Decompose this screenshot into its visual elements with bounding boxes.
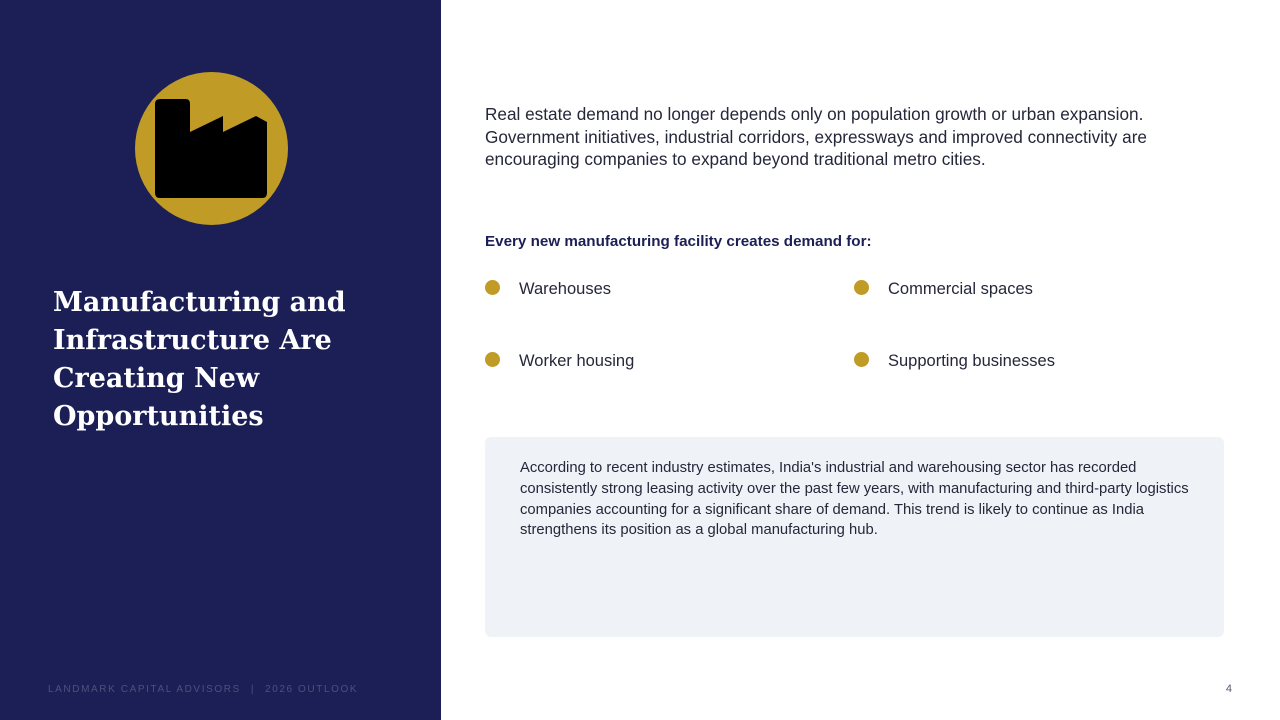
bullet-supporting-businesses — [854, 352, 1055, 371]
bullet-dot-icon — [485, 280, 500, 295]
factory-icon-badge — [135, 72, 288, 225]
bullet-label: Commercial spaces — [888, 280, 1033, 298]
bullet-dot-icon — [854, 280, 869, 295]
bullet-label: Worker housing — [519, 352, 635, 370]
bullet-dot-icon — [854, 352, 869, 367]
intro-paragraph: Real estate demand no longer depends only on population growth or urban expansion. Government initiatives, industrial corridors, expressways and improved connectivity are encouraging companies to expand beyond traditional metro cities. — [485, 104, 1147, 169]
factory-icon — [135, 72, 288, 225]
bullet-label: Warehouses — [519, 280, 612, 298]
bullet-label: Supporting businesses — [888, 352, 1055, 370]
footer-edition: 2026 OUTLOOK — [265, 684, 359, 695]
bullet-warehouses — [485, 280, 611, 299]
page-number: 4 — [1225, 683, 1232, 695]
callout-text: According to recent industry estimates, India's industrial and warehousing sector has recorded consistently strong leasing activity over the past few years, with manufacturing and third-party logistics companies accounting for a significant share of demand. This trend is likely to continue as India strengthens its position as a global manufacturing hub. — [520, 460, 1189, 539]
footer-separator: | — [250, 684, 256, 695]
demand-subheading: Every new manufacturing facility creates demand for: — [485, 233, 872, 250]
left-panel — [0, 0, 441, 720]
callout-box — [485, 437, 1224, 637]
footer-company-name: LANDMARK CAPITAL ADVISORS — [48, 684, 241, 695]
bullet-commercial-spaces — [854, 280, 1033, 299]
bullet-dot-icon — [485, 352, 500, 367]
slide-title: Manufacturing and Infrastructure Are Creating New Opportunities — [53, 287, 346, 432]
footer-brand — [48, 684, 358, 695]
bullet-worker-housing — [485, 352, 634, 371]
